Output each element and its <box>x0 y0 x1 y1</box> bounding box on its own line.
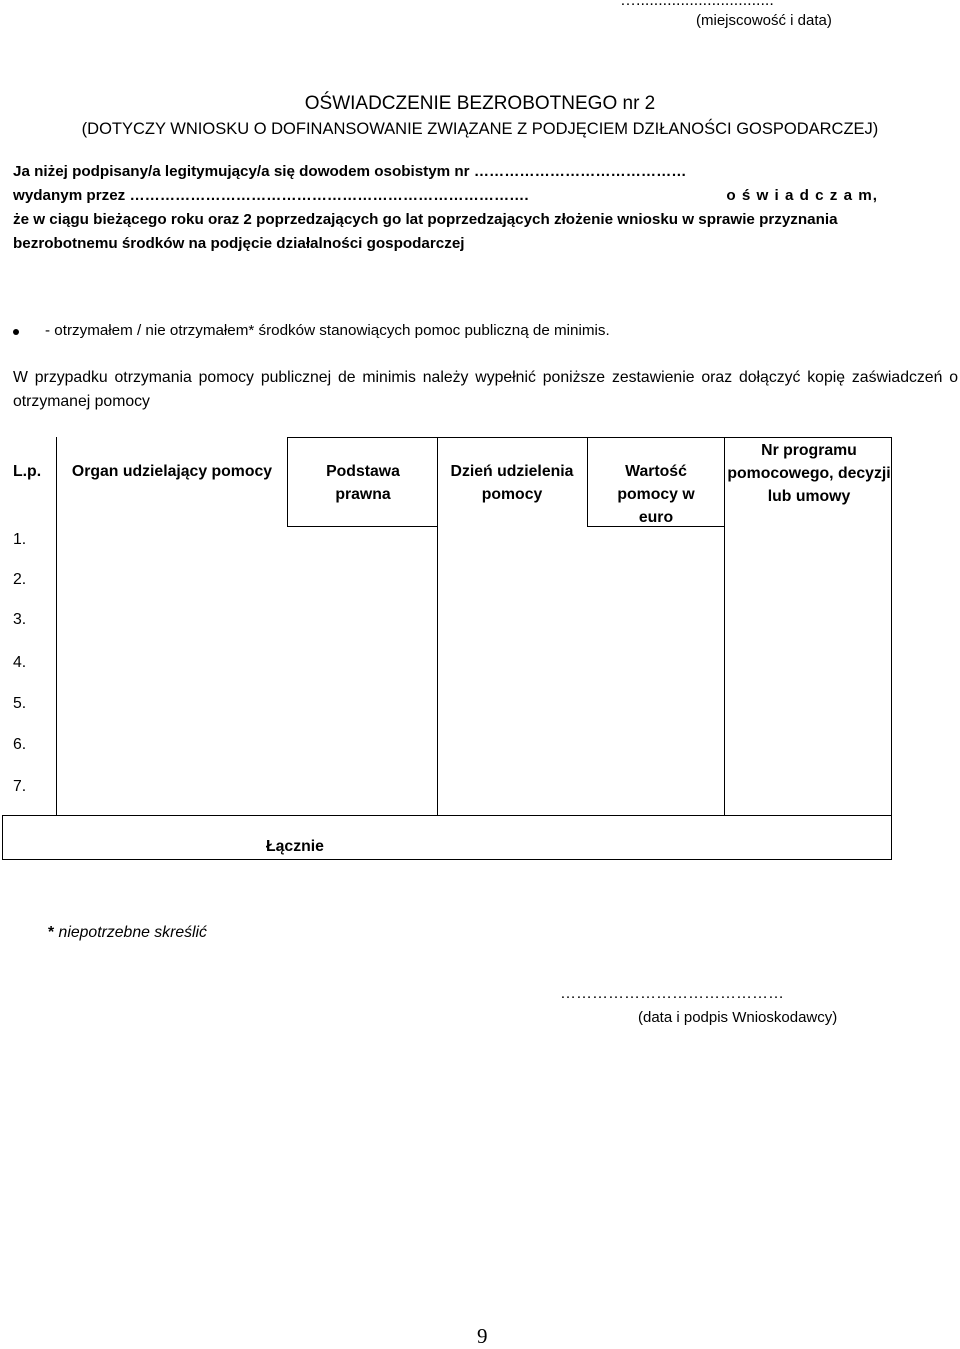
header-dzien: Dzień udzielenia pomocy <box>450 463 574 503</box>
table-line <box>587 526 724 527</box>
row-number: 3. <box>13 611 27 628</box>
header-program: Nr programu pomocowego, decyzji lub umowy <box>727 442 891 505</box>
table-line <box>437 437 438 815</box>
place-date-label: (miejscowość i data) <box>696 12 832 29</box>
footnote-text: niepotrzebne skreślić <box>54 924 207 941</box>
row-number: 2. <box>13 571 27 588</box>
table-border-bottom <box>2 859 892 860</box>
declaration-line-3: że w ciągu bieżącego roku oraz 2 poprzedzających go lat poprzedzających złożenie wniosku w sprawie przyznania <box>13 211 838 228</box>
table-border-right <box>891 437 892 860</box>
table-line <box>724 437 725 815</box>
declaration-line-2 <box>13 184 878 208</box>
page-number: 9 <box>477 1324 488 1348</box>
declaration-line-1: Ja niżej podpisany/a legitymujący/a się dowodem osobistym nr …………………………………… <box>13 163 687 180</box>
aid-bullet-text: - otrzymałem / nie otrzymałem* środków stanowiących pomoc publiczną de minimis. <box>45 322 610 339</box>
table-line <box>2 815 892 816</box>
place-date-dots: …............................... <box>620 0 774 9</box>
table-line <box>287 526 437 527</box>
declaration-issued-by: wydanym przez ……………………………………………………………………. <box>13 187 529 204</box>
declaration-line-4: bezrobotnemu środków na podjęcie działalności gospodarczej <box>13 235 465 252</box>
declaration-statement: o ś w i a d c z a m, <box>726 187 878 204</box>
row-number: 1. <box>13 531 27 548</box>
declaration-block <box>13 160 878 256</box>
signature-label: (data i podpis Wnioskodawcy) <box>638 1009 838 1026</box>
table-line <box>2 815 3 860</box>
table-border-top <box>287 437 892 438</box>
document-title: OŚWIADCZENIE BEZROBOTNEGO nr 2 <box>304 93 656 114</box>
signature-dots: …………………………………… <box>560 985 784 1002</box>
header-podstawa: Podstawa prawna <box>326 463 400 503</box>
bullet-icon <box>13 329 19 335</box>
total-label: Łącznie <box>266 838 324 855</box>
table-line <box>587 437 588 527</box>
row-number: 6. <box>13 736 27 753</box>
header-lp: L.p. <box>13 463 42 480</box>
table-line <box>56 437 57 815</box>
footnote <box>48 924 207 942</box>
footnote-star: * <box>48 924 55 941</box>
header-organ: Organ udzielający pomocy <box>71 463 273 480</box>
row-number: 5. <box>13 695 27 712</box>
document-subtitle: (DOTYCZY WNIOSKU O DOFINANSOWANIE ZWIĄZANE Z PODJĘCIEM DZIŁANOŚCI GOSPODARCZEJ) <box>81 120 879 138</box>
instruction-note <box>13 366 958 414</box>
table-line <box>287 437 288 527</box>
row-number: 7. <box>13 778 27 795</box>
instruction-note-text: W przypadku otrzymania pomocy publicznej de minimis należy wypełnić poniższe zestawienie oraz dołączyć kopię zaświadczeń o otrzymanej pomocy <box>13 369 958 410</box>
row-number: 4. <box>13 654 27 671</box>
header-wartosc: Wartość pomocy w euro <box>617 463 695 526</box>
